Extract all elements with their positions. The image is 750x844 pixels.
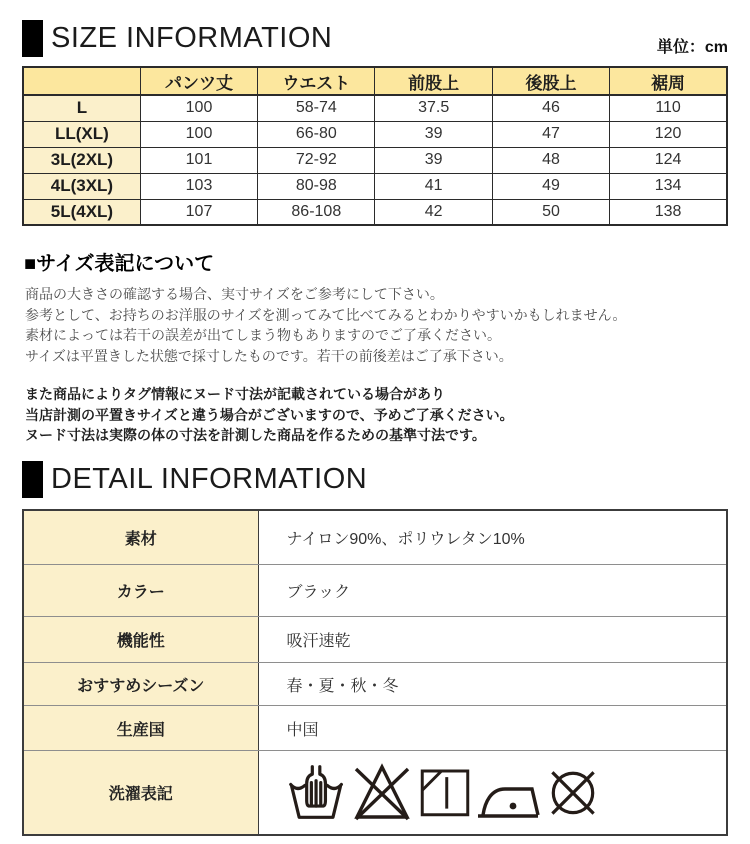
size-value: 86-108 [258, 199, 375, 225]
size-value: 46 [492, 95, 609, 121]
detail-value: ナイロン90%、ポリウレタン10% [258, 510, 727, 565]
size-value: 41 [375, 173, 492, 199]
detail-label: 機能性 [23, 617, 258, 663]
detail-row-season [23, 663, 727, 706]
note-line: 参考として、お持ちのお洋服のサイズを測ってみて比べてみるとわかりやすいかもしれません。 [25, 306, 627, 323]
detail-label: おすすめシーズン [23, 663, 258, 706]
detail-label: カラー [23, 565, 258, 617]
detail-value: 中国 [258, 706, 727, 751]
detail-label: 生産国 [23, 706, 258, 751]
size-value: 39 [375, 147, 492, 173]
detail-row-laundry [23, 751, 727, 835]
size-value: 47 [492, 121, 609, 147]
detail-value: 春・夏・秋・冬 [258, 663, 727, 706]
note-line: サイズは平置きした状態で採寸したものです。若干の前後差はご了承下さい。 [25, 347, 513, 364]
heading-marker-bar [22, 20, 43, 57]
size-value: 39 [375, 121, 492, 147]
column-header-hem: 裾周 [610, 67, 727, 95]
size-value: 110 [610, 95, 727, 121]
detail-row-country [23, 706, 727, 751]
size-label: 4L(3XL) [23, 173, 140, 199]
size-value: 100 [140, 121, 257, 147]
size-value: 66-80 [258, 121, 375, 147]
column-header-pants-length: パンツ丈 [140, 67, 257, 95]
detail-row-function [23, 617, 727, 663]
size-value: 103 [140, 173, 257, 199]
detail-section-header [22, 461, 728, 498]
table-row [23, 95, 727, 121]
detail-value: ブラック [258, 565, 727, 617]
detail-row-material [23, 510, 727, 565]
size-value: 134 [610, 173, 727, 199]
size-table-header-row [23, 67, 727, 95]
column-header-front-rise: 前股上 [375, 67, 492, 95]
size-section-title: SIZE INFORMATION [51, 22, 333, 54]
size-value: 100 [140, 95, 257, 121]
table-row [23, 199, 727, 225]
table-row [23, 147, 727, 173]
detail-label: 洗濯表記 [23, 751, 258, 835]
size-value: 50 [492, 199, 609, 225]
column-header-back-rise: 後股上 [492, 67, 609, 95]
size-value: 58-74 [258, 95, 375, 121]
note-line: 素材によっては若干の誤差が出てしまう物もありますのでご了承ください。 [25, 327, 501, 343]
size-table-corner-cell [23, 67, 140, 95]
detail-row-color [23, 565, 727, 617]
size-label: LL(XL) [23, 121, 140, 147]
detail-section-title: DETAIL INFORMATION [51, 462, 368, 495]
size-value: 49 [492, 173, 609, 199]
column-header-waist: ウエスト [258, 67, 375, 95]
detail-value: 吸汗速乾 [258, 617, 727, 663]
size-section-header [22, 20, 728, 57]
size-label: L [23, 95, 140, 121]
size-value: 124 [610, 147, 727, 173]
table-row [23, 121, 727, 147]
size-notes-paragraph-1 [25, 284, 728, 366]
note-line: 商品の大きさの確認する場合、実寸サイズをご参考にして下さい。 [25, 286, 444, 302]
size-value: 138 [610, 199, 727, 225]
detail-table [22, 509, 728, 836]
note-line: ヌード寸法は実際の体の寸法を計測した商品を作るための基準寸法です。 [25, 427, 486, 443]
note-line: 当店計測の平置きサイズと違う場合がございますので、予めご了承ください。 [25, 406, 514, 423]
care-icons-group [287, 760, 726, 824]
table-row [23, 173, 727, 199]
unit-label: 単位：cm [656, 39, 728, 56]
size-notes-title: ■サイズ表記について [24, 253, 215, 275]
size-value: 42 [375, 199, 492, 225]
size-value: 107 [140, 199, 257, 225]
note-line: また商品によりタグ情報にヌード寸法が記載されている場合があり [25, 386, 445, 402]
size-value: 101 [140, 147, 257, 173]
hand-wash-icon [287, 760, 347, 824]
size-value: 72-92 [258, 147, 375, 173]
do-not-dry-clean-icon [543, 760, 603, 824]
heading-marker-bar [22, 461, 43, 498]
size-value: 37.5 [375, 95, 492, 121]
size-label: 5L(4XL) [23, 199, 140, 225]
laundry-symbols-cell [258, 751, 727, 835]
size-table [22, 66, 728, 226]
detail-label: 素材 [23, 510, 258, 565]
size-label: 3L(2XL) [23, 147, 140, 173]
size-value: 80-98 [258, 173, 375, 199]
size-notes-paragraph-2 [25, 384, 728, 446]
size-value: 48 [492, 147, 609, 173]
iron-low-heat-icon [476, 760, 540, 824]
hang-dry-in-shade-icon [417, 760, 473, 824]
do-not-bleach-icon [350, 760, 414, 824]
size-value: 120 [610, 121, 727, 147]
